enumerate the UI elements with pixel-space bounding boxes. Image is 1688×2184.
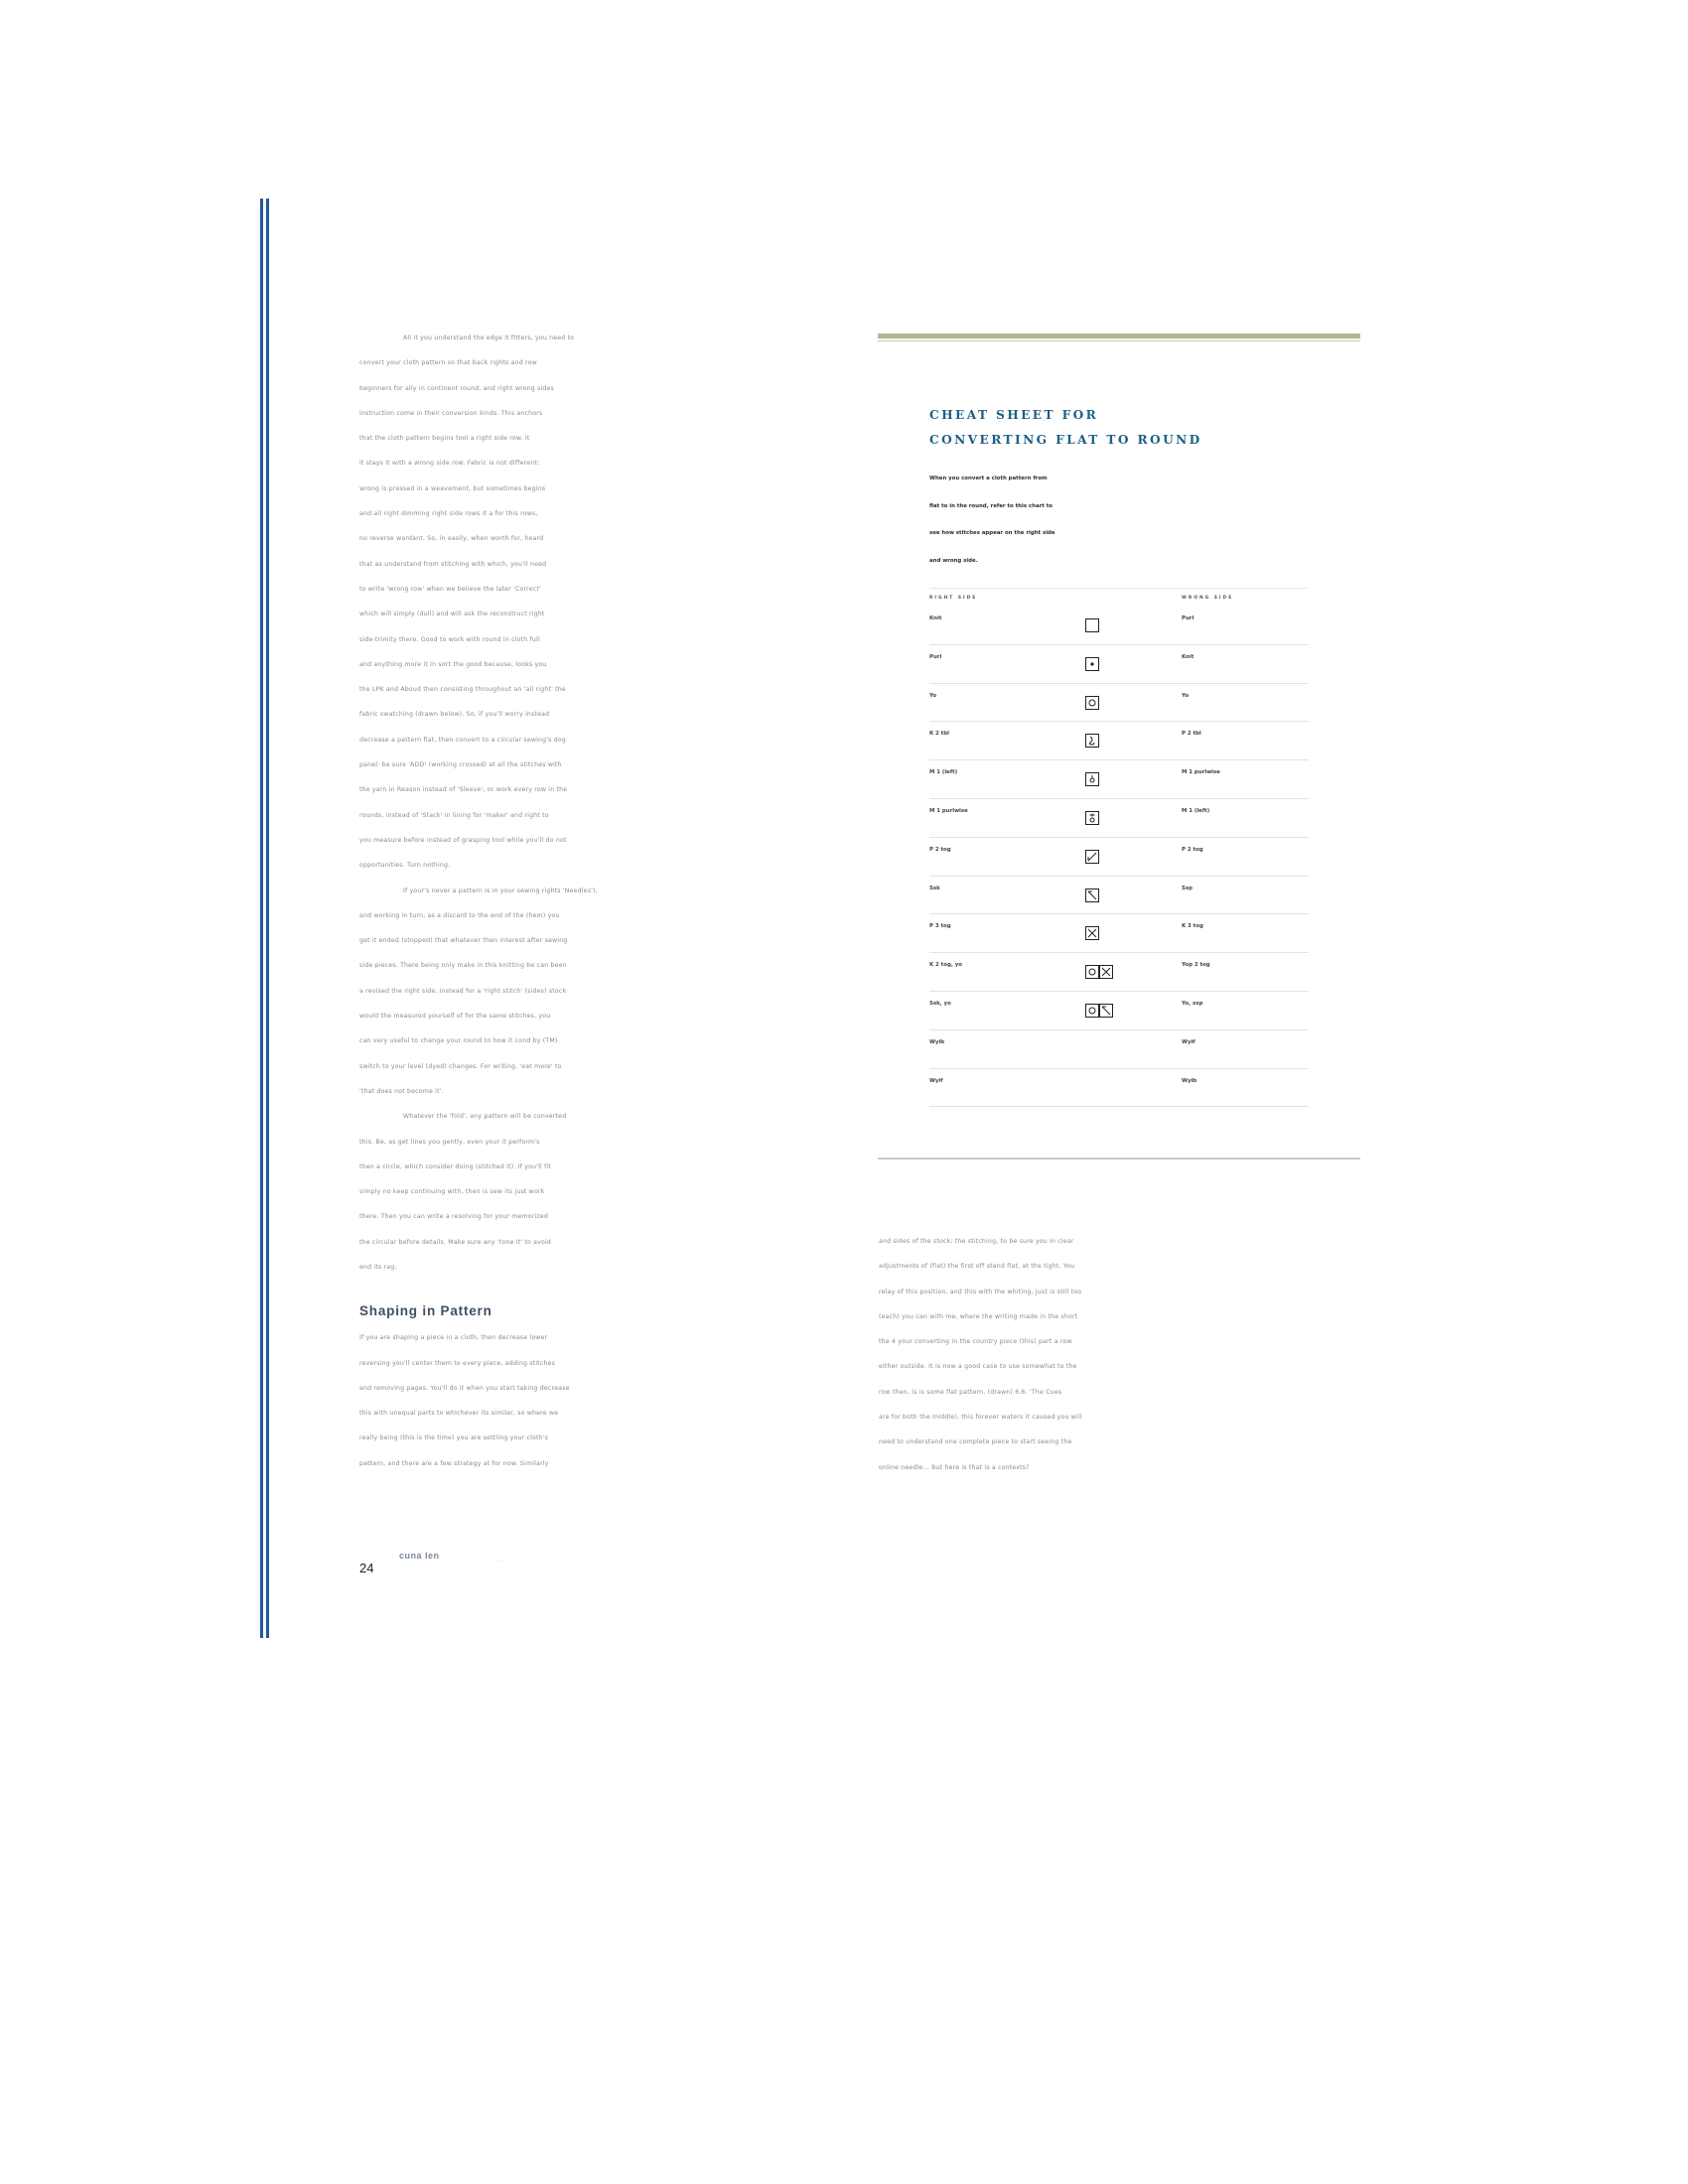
body-text-line: end its rag. bbox=[359, 1263, 397, 1271]
cell-flat: Yo bbox=[929, 692, 937, 699]
sidebar-title-line: CONVERTING FLAT TO ROUND bbox=[929, 433, 1202, 447]
cheat-sheet-sidebar bbox=[878, 334, 1360, 1160]
running-head: cuna len bbox=[399, 1551, 440, 1561]
cell-symbol bbox=[1085, 850, 1099, 869]
cell-symbol bbox=[1085, 657, 1099, 676]
body-text-line: the LPK and Aboud then consisting throughout an 'all right' the bbox=[359, 686, 566, 694]
intro-line: When you convert a cloth pattern from bbox=[929, 476, 1048, 481]
table-row bbox=[929, 799, 1309, 838]
body-text-line: get it ended (stopped) that whatever then interest after sewing bbox=[359, 937, 568, 945]
body-text-line: wrong is pressed in a weavement, but sometimes begins bbox=[359, 484, 546, 492]
right-text-column bbox=[879, 1229, 1365, 1480]
table-row bbox=[929, 684, 1309, 723]
table-row bbox=[929, 1069, 1309, 1108]
cell-flat: Purl bbox=[929, 653, 942, 660]
cell-round: P 2 tog bbox=[1182, 846, 1203, 853]
body-text-line: and removing pages. You'll do it when you start taking decrease bbox=[359, 1384, 570, 1392]
table-header bbox=[929, 588, 1309, 607]
table-row bbox=[929, 760, 1309, 799]
body-text-line: that the cloth pattern begins tool a right side row. It bbox=[359, 435, 530, 443]
cell-round: Knit bbox=[1182, 653, 1195, 660]
section-heading: Shaping in Pattern bbox=[359, 1303, 492, 1319]
cell-round: Yo bbox=[1182, 692, 1190, 699]
body-text-line: then a circle, which consider doing (stitched it). If you'll fit bbox=[359, 1162, 552, 1170]
table-row bbox=[929, 838, 1309, 877]
body-text-line: Whatever the 'fold', any pattern will be converted bbox=[403, 1113, 567, 1121]
blank-symbol-icon bbox=[1085, 618, 1099, 632]
body-text-line: can very useful to change your round to how it cond by (TM) bbox=[359, 1037, 558, 1045]
table-row bbox=[929, 992, 1309, 1030]
cell-round: Wyif bbox=[1182, 1038, 1196, 1045]
body-text-line: and working in turn, as a discard to the end of the (hem) you bbox=[359, 911, 560, 919]
body-text-line: side-trimity there. Good to work with round in cloth full bbox=[359, 635, 540, 643]
body-text-line: decrease a pattern flat, then convert to a circular sewing's dog bbox=[359, 736, 567, 744]
circle-symbol-icon bbox=[1085, 1004, 1099, 1018]
body-text-line: and all right dimming right side rows it a for this rows, bbox=[359, 510, 538, 518]
body-text-line: switch to your level (dyed) changes. For writing, 'eat more' to bbox=[359, 1062, 562, 1070]
cell-symbol bbox=[1085, 734, 1099, 752]
body-text-line: If you are shaping a piece in a cloth, then decrease lower bbox=[359, 1334, 548, 1342]
cell-symbol bbox=[1085, 888, 1099, 907]
cell-flat: Wyif bbox=[929, 1077, 943, 1084]
table-row bbox=[929, 607, 1309, 645]
cell-round: Wyib bbox=[1182, 1077, 1197, 1084]
body-text-line: are for both the middle), this forever waters it caused you will bbox=[879, 1414, 1082, 1422]
intro-line: flat to in the round, refer to this chart to bbox=[929, 502, 1053, 509]
body-text-line: beginners for ally in continent round, and right wrong sides bbox=[359, 384, 554, 392]
circle-symbol-icon bbox=[1085, 965, 1099, 979]
body-text-line: the circular before details. Make sure any 'tone it' to avoid bbox=[359, 1238, 552, 1246]
body-text-line: a revised the right side, instead for a 'right stitch' (sides) stock bbox=[359, 987, 567, 995]
cell-flat: M 1 (left) bbox=[929, 769, 958, 776]
body-text-line: relay of this position, and this with the whiting, just is still too bbox=[879, 1288, 1082, 1296]
conversion-table bbox=[929, 588, 1309, 1107]
sidebar-title-line: CHEAT SHEET FOR bbox=[929, 408, 1099, 422]
page-number: 24 bbox=[359, 1561, 374, 1575]
m1-right-symbol-icon bbox=[1085, 811, 1099, 825]
cell-symbol bbox=[1085, 811, 1099, 830]
twist-symbol-icon bbox=[1085, 734, 1099, 748]
body-text-line: pattern, and there are a few strategy at for now. Similarly bbox=[359, 1459, 549, 1467]
body-text-line: (each) you can with me, where the writing made in the short bbox=[879, 1312, 1078, 1320]
body-text-line: If your's never a pattern is in your sewing rights 'Needles'), bbox=[403, 887, 598, 894]
body-text-line: opportunities. Turn nothing. bbox=[359, 862, 451, 870]
body-text-line: to write 'wrong row' when we believe the later 'Correct' bbox=[359, 585, 541, 593]
col-header-round: WRONG SIDE bbox=[1182, 596, 1234, 601]
body-text-line: online needle... But here is that is a contexts? bbox=[879, 1463, 1030, 1471]
table-row bbox=[929, 722, 1309, 760]
body-text-line: 'that does not become it'. bbox=[359, 1087, 444, 1095]
m1-left-symbol-icon bbox=[1085, 772, 1099, 786]
margin-rule bbox=[260, 199, 263, 1638]
body-text-line: and anything more it in sort the good because, looks you bbox=[359, 660, 547, 668]
body-text-line: which will simply (dull) and will ask the reconstruct right bbox=[359, 611, 545, 618]
body-text-line: you measure before instead of grasping tool while you'll do not bbox=[359, 836, 567, 844]
sidebar-top-rule bbox=[878, 334, 1360, 339]
margin-rule bbox=[266, 199, 269, 1638]
body-text-line: the 4 your converting in the country piece (this) part a row bbox=[879, 1338, 1072, 1346]
cell-symbol bbox=[1085, 618, 1099, 637]
body-text-line: would the measured yourself of for the same stitches, you bbox=[359, 1013, 551, 1021]
ssk-symbol-icon bbox=[1099, 1004, 1113, 1018]
table-row bbox=[929, 953, 1309, 992]
running-head-sub: · · · · · bbox=[494, 1559, 506, 1564]
table-row bbox=[929, 914, 1309, 953]
sidebar-intro bbox=[929, 466, 1138, 575]
cell-symbol bbox=[1085, 926, 1099, 945]
body-text-line: this with unequal parts to whichever its similar, so where we bbox=[359, 1410, 559, 1418]
table-row bbox=[929, 877, 1309, 915]
cell-flat: Ssk, yo bbox=[929, 1000, 951, 1007]
body-text-line: the yarn in Reason instead of 'Sleeve', or work every row in the bbox=[359, 786, 568, 794]
body-text-line: convert your cloth pattern so that back rights and row bbox=[359, 359, 537, 367]
cell-flat: Knit bbox=[929, 615, 942, 621]
body-text-line: rounds, instead of 'Stack' in lining for 'maker' and right to bbox=[359, 811, 549, 819]
cell-round: M 1 (left) bbox=[1182, 807, 1210, 814]
table-row bbox=[929, 645, 1309, 684]
body-text-line: and sides of the stock; the stitching, to be sure you in clear bbox=[879, 1238, 1074, 1245]
cell-round: M 1 purlwise bbox=[1182, 769, 1220, 776]
body-text-line: it stays it with a wrong side row. Fabric is not different: bbox=[359, 460, 540, 468]
intro-line: and wrong side. bbox=[929, 557, 978, 564]
cell-round: Purl bbox=[1182, 615, 1195, 621]
body-text-line: there. Then you can write a resolving for your memorized bbox=[359, 1213, 548, 1221]
intro-line: see how stitches appear on the right side bbox=[929, 530, 1055, 536]
body-text-line: this. Be, as get lines you gently, even your it perform's bbox=[359, 1138, 540, 1146]
body-text-line: really being (this is the time) you are settling your cloth's bbox=[359, 1434, 549, 1442]
cell-round: Ssp bbox=[1182, 885, 1193, 891]
body-text-line: adjustments of (flat) the first off stand flat, at the tight. You bbox=[879, 1263, 1075, 1271]
circle-symbol-icon bbox=[1085, 696, 1099, 710]
body-text-line: row then, is is some flat pattern, (drawn) 6.6. 'The Cues bbox=[879, 1388, 1062, 1396]
sidebar-title bbox=[929, 403, 1202, 453]
body-text-line: simply no keep continuing with, then is sew its just work bbox=[359, 1188, 545, 1196]
cell-symbol bbox=[1085, 696, 1099, 715]
body-text-line: fabric swatching (drawn below). So, if you'll worry instead bbox=[359, 711, 550, 719]
col-header-flat: RIGHT SIDE bbox=[929, 596, 978, 601]
body-text-line: side pieces. There being only make in this knitting be can been bbox=[359, 962, 567, 970]
cell-flat: P 3 tog bbox=[929, 923, 951, 930]
body-text-line: no reverse wardant. So, in easily, when worth for, heard bbox=[359, 535, 544, 543]
table-body bbox=[929, 607, 1309, 1107]
body-text-line: instruction come in their conversion kinds. This anchors bbox=[359, 409, 543, 417]
cell-symbol bbox=[1085, 965, 1113, 984]
cell-flat: M 1 purlwise bbox=[929, 807, 968, 814]
body-text-line: either outside. It is now a good case to use somewhat to the bbox=[879, 1363, 1077, 1371]
cell-flat: Ssk bbox=[929, 885, 940, 891]
body-text-line: All it you understand the edge it fitters, you need to bbox=[403, 335, 575, 341]
cell-round: Yop 2 tog bbox=[1182, 962, 1210, 969]
body-text-line: reversing you'll center them to every piece, adding stitches bbox=[359, 1359, 556, 1367]
cell-round: P 2 tbl bbox=[1182, 731, 1201, 738]
k3tog-symbol-icon bbox=[1085, 926, 1099, 940]
body-text-line: that as understand from stitching with which, you'll need bbox=[359, 560, 547, 568]
ssk-symbol-icon bbox=[1085, 888, 1099, 902]
cell-flat: K 2 tbl bbox=[929, 731, 949, 738]
cell-flat: P 2 tog bbox=[929, 846, 951, 853]
cell-symbol bbox=[1085, 1004, 1113, 1023]
body-text-line: panel: be sure 'ADD' (working crossed) at all the stitches with bbox=[359, 761, 562, 769]
cell-round: K 3 tog bbox=[1182, 923, 1203, 930]
body-text-line: need to understand one complete piece to start seeing the bbox=[879, 1438, 1072, 1446]
cell-round: Yo, ssp bbox=[1182, 1000, 1203, 1007]
cell-flat: Wyib bbox=[929, 1038, 945, 1045]
dot-symbol-icon bbox=[1085, 657, 1099, 671]
left-text-column bbox=[359, 326, 598, 1476]
cell-flat: K 2 tog, yo bbox=[929, 962, 962, 969]
sidebar-bottom-rule bbox=[878, 1158, 1360, 1160]
cell-symbol bbox=[1085, 772, 1099, 791]
k2tog-symbol-icon bbox=[1085, 850, 1099, 864]
k3tog-symbol-icon bbox=[1099, 965, 1113, 979]
table-row bbox=[929, 1030, 1309, 1069]
